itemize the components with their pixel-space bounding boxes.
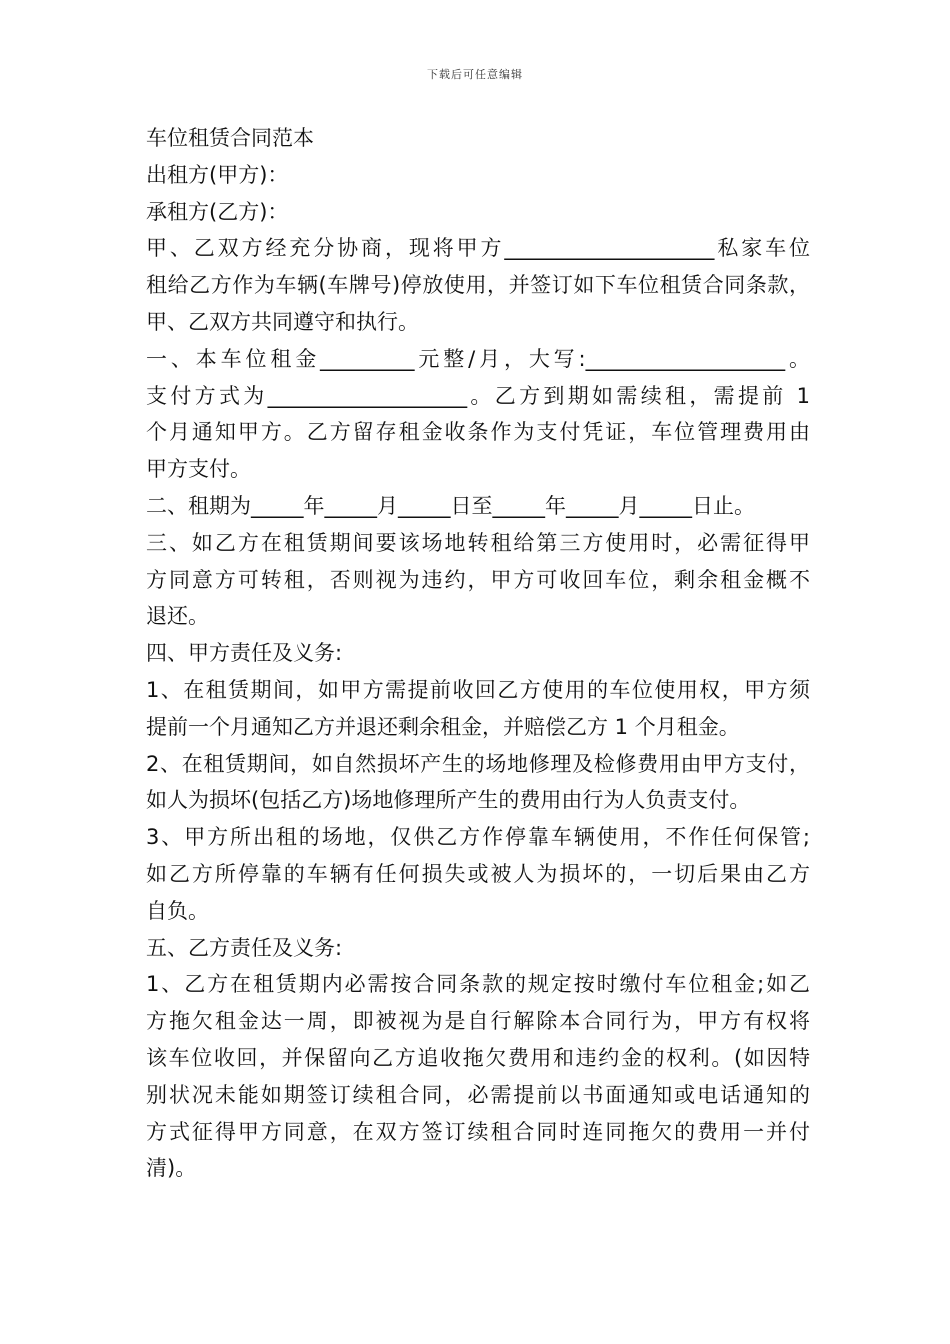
clause-1-line: 一、本车位租金_________元整/月，大写:___________________。 bbox=[146, 346, 810, 371]
clause-1-line: 个月通知甲方。乙方留存租金收条作为支付凭证，车位管理费用由 bbox=[146, 420, 810, 445]
clause-1-line: 甲方支付。 bbox=[146, 457, 251, 482]
list-item-line: 方式征得甲方同意，在双方签订续租合同时连同拖欠的费用一并付 bbox=[146, 1119, 810, 1144]
list-item-line: 1、乙方在租赁期内必需按合同条款的规定按时缴付车位租金;如乙 bbox=[146, 972, 810, 997]
paragraph-line: 租给乙方作为车辆(车牌号)停放使用，并签订如下车位租赁合同条款， bbox=[146, 273, 810, 298]
list-item-line: 2、在租赁期间，如自然损坏产生的场地修理及检修费用由甲方支付， bbox=[146, 751, 810, 776]
list-item-line: 如人为损坏(包括乙方)场地修理所产生的费用由行为人负责支付。 bbox=[146, 788, 751, 813]
lessee-line: 承租方(乙方)： bbox=[146, 199, 289, 224]
section-heading: 四、甲方责任及义务: bbox=[146, 641, 343, 666]
clause-3-line: 三、如乙方在租赁期间要该场地转租给第三方使用时，必需征得甲 bbox=[146, 530, 810, 555]
clause-3-line: 方同意方可转租，否则视为违约，甲方可收回车位，剩余租金概不 bbox=[146, 567, 810, 592]
document-title: 车位租赁合同范本 bbox=[146, 126, 314, 150]
list-item-line: 方拖欠租金达一周，即被视为是自行解除本合同行为，甲方有权将 bbox=[146, 1009, 810, 1034]
list-item-line: 自负。 bbox=[146, 898, 209, 923]
list-item-line: 如乙方所停靠的车辆有任何损失或被人为损坏的，一切后果由乙方 bbox=[146, 861, 810, 886]
list-item-line: 3、甲方所出租的场地，仅供乙方作停靠车辆使用，不作任何保管; bbox=[146, 825, 810, 850]
clause-1-line: 支付方式为___________________。乙方到期如需续租，需提前 1 bbox=[146, 383, 810, 408]
section-heading: 五、乙方责任及义务: bbox=[146, 935, 343, 960]
paragraph-line: 甲、乙双方经充分协商，现将甲方____________________私家车位 bbox=[146, 236, 810, 261]
list-item-line: 提前一个月通知乙方并退还剩余租金，并赔偿乙方 1 个月租金。 bbox=[146, 714, 740, 739]
list-item-line: 清)。 bbox=[146, 1156, 197, 1181]
document-body bbox=[146, 120, 810, 1187]
list-item-line: 别状况未能如期签订续租合同，必需提前以书面通知或电话通知的 bbox=[146, 1082, 810, 1107]
paragraph-line: 甲、乙双方共同遵守和执行。 bbox=[146, 309, 419, 334]
clause-2-line: 二、租期为_____年_____月_____日至_____年_____月_____日止。 bbox=[146, 493, 755, 518]
lessor-line: 出租方(甲方)： bbox=[146, 162, 289, 187]
list-item-line: 1、在租赁期间，如甲方需提前收回乙方使用的车位使用权，甲方须 bbox=[146, 677, 810, 702]
list-item-line: 该车位收回，并保留向乙方追收拖欠费用和违约金的权利。(如因特 bbox=[146, 1045, 810, 1070]
clause-3-line: 退还。 bbox=[146, 604, 209, 629]
header-note: 下载后可任意编辑 bbox=[427, 68, 523, 81]
